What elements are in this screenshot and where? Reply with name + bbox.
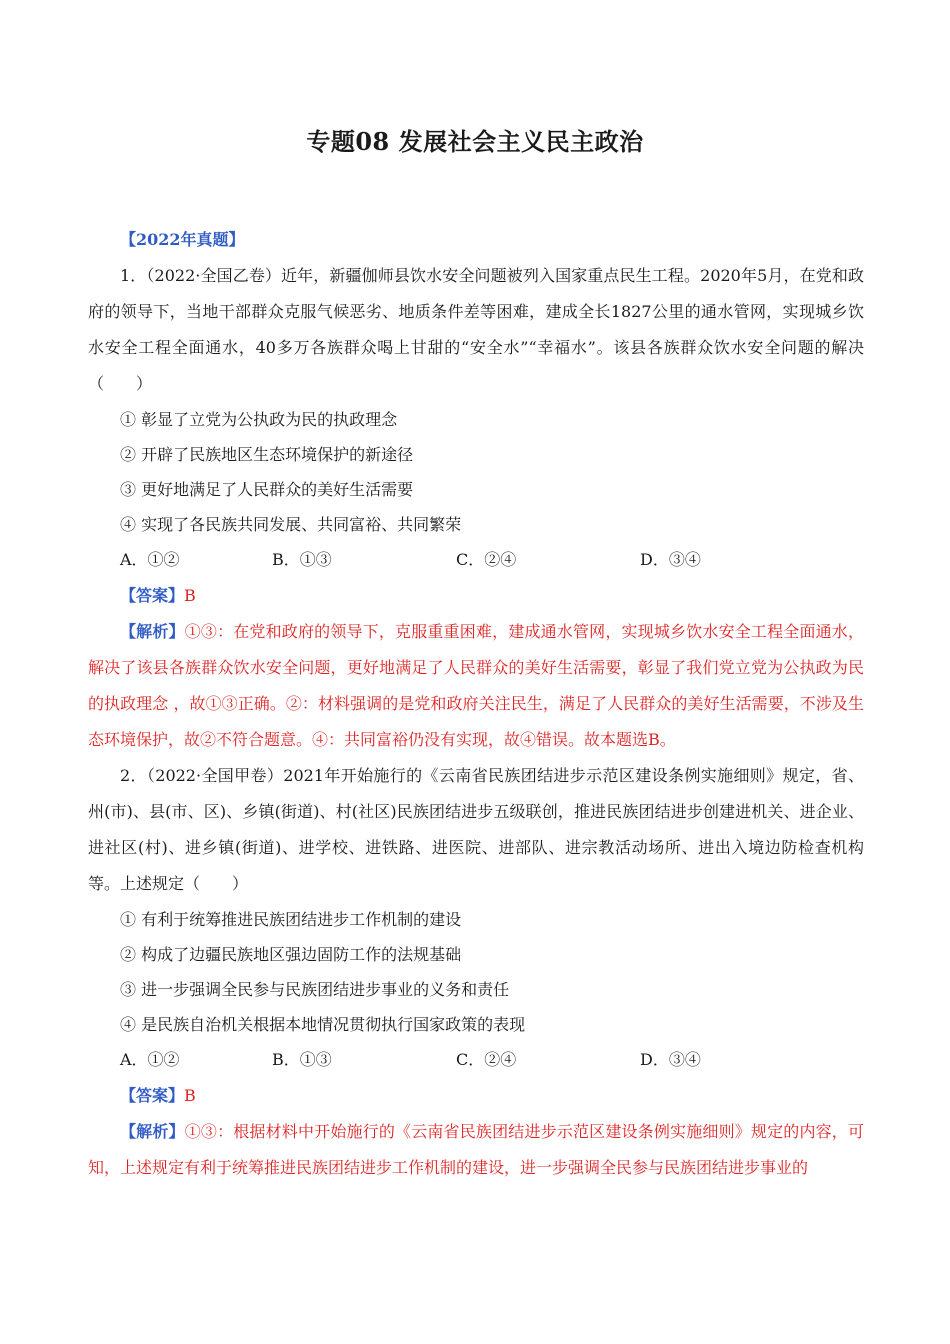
choice-a: A．①② [120, 550, 180, 569]
question-1-option-2: ② 开辟了民族地区生态环境保护的新途径 [120, 445, 414, 464]
choice-c: C．②④ [456, 1050, 517, 1069]
section-label: 【2022年真题】 [120, 230, 245, 249]
section-heading [88, 222, 864, 258]
question-2-stem: 2．（2022·全国甲卷）2021年开始施行的《云南省民族团结进步示范区建设条例实施细则》规定，省、州(市)、县(市、区)、乡镇(街道)、村(社区)民族团结进步五级联创，推进民族团结进步创建进机关、进企业、进社区(村)、进乡镇(街道)、进学校、进铁路、进医院、进部队、进宗教活动场所、进出入境边防检查机构等。上述规定（ ） [88, 766, 864, 893]
question-1-option-3: ③ 更好地满足了人民群众的美好生活需要 [120, 480, 414, 499]
question-1-option-1: ① 彰显了立党为公执政为民的执政理念 [120, 410, 398, 429]
analysis-label: 【解析】 [120, 622, 185, 641]
analysis-label: 【解析】 [120, 1122, 185, 1141]
analysis-text: ①③：根据材料中开始施行的《云南省民族团结进步示范区建设条例实施细则》规定的内容，可知，上述规定有利于统筹推进民族团结进步工作机制的建设，进一步强调全民参与民族团结进步事业的 [88, 1122, 864, 1177]
question-2-option-2: ② 构成了边疆民族地区强边固防工作的法规基础 [120, 945, 462, 964]
question-1-option-4: ④ 实现了各民族共同发展、共同富裕、共同繁荣 [120, 515, 462, 534]
choice-b: B．①③ [272, 550, 332, 569]
question-2-option-1: ① 有利于统筹推进民族团结进步工作机制的建设 [120, 910, 462, 929]
choice-d: D．③④ [640, 550, 701, 569]
answer-label: 【答案】 [120, 1086, 185, 1105]
question-1-analysis [88, 614, 864, 758]
choice-b: B．①③ [272, 1050, 332, 1069]
answer-value: B [184, 1086, 196, 1105]
question-2-choices [88, 1042, 864, 1078]
question-2-analysis [88, 1114, 864, 1186]
answer-label: 【答案】 [120, 586, 185, 605]
choice-d: D．③④ [640, 1050, 701, 1069]
answer-value: B [184, 586, 196, 605]
choice-a: A．①② [120, 1050, 180, 1069]
choice-c: C．②④ [456, 550, 517, 569]
question-1-answer [88, 578, 864, 614]
analysis-text: ①③：在党和政府的领导下，克服重重困难，建成通水管网，实现城乡饮水安全工程全面通水，解决了该县各族群众饮水安全问题，更好地满足了人民群众的美好生活需要，彰显了我们党立党为公执政为民的执政理念 ，故①③正确。②：材料强调的是党和政府关注民生，满足了人民群众的美好生活需要，不涉及生态环境保护，故②不符合题意。④：共同富裕仍没有实现，故④错误。故本题选B。 [88, 622, 864, 749]
question-2-answer [88, 1078, 864, 1114]
question-2-option-4: ④ 是民族自治机关根据本地情况贯彻执行国家政策的表现 [120, 1015, 526, 1034]
document-body [88, 222, 864, 1186]
question-2-option-3: ③ 进一步强调全民参与民族团结进步事业的义务和责任 [120, 980, 510, 999]
question-1-choices [88, 542, 864, 578]
page-title: 专题08 发展社会主义民主政治 [306, 127, 644, 156]
question-1-stem: 1．（2022·全国乙卷）近年，新疆伽师县饮水安全问题被列入国家重点民生工程。2020年5月，在党和政府的领导下，当地干部群众克服气候恶劣、地质条件差等困难，建成全长1827公里的通水管网，实现城乡饮水安全工程全面通水，40多万各族群众喝上甘甜的“安全水”“幸福水”。该县各族群众饮水安全问题的解决（ ） [88, 266, 864, 393]
